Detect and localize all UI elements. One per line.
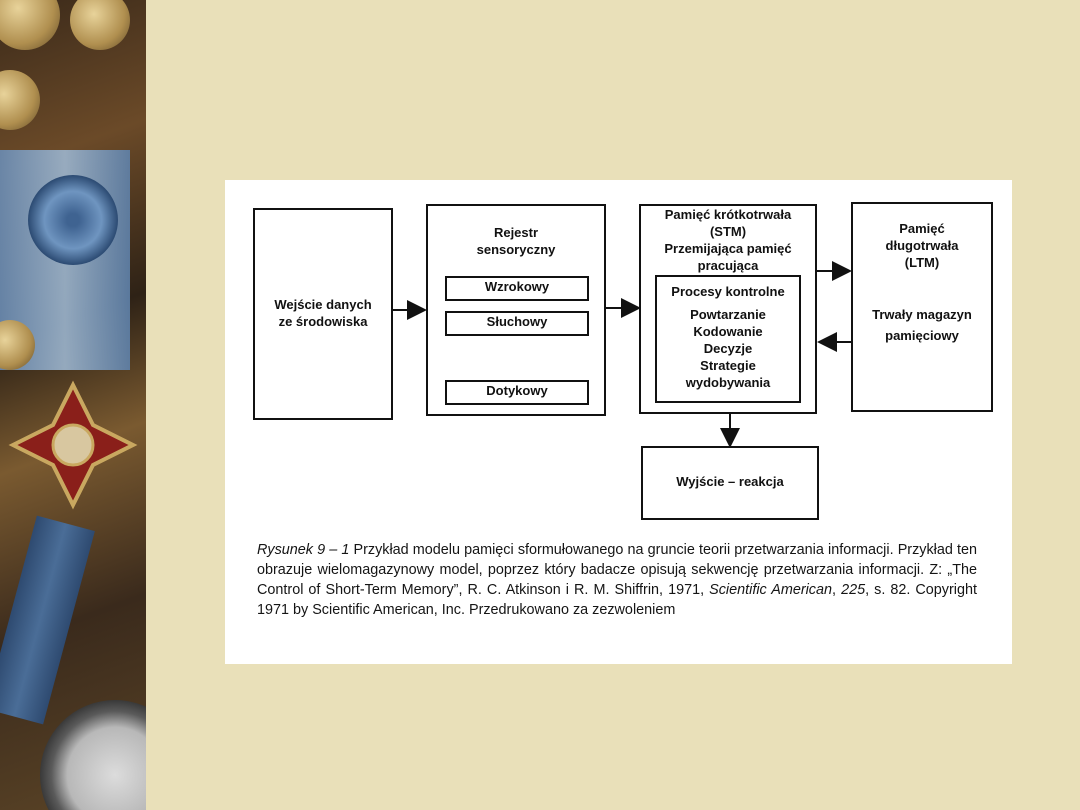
control-processes-title: Procesy kontrolne (671, 284, 785, 299)
input-box-line2: ze środowiska (278, 314, 368, 329)
figure-caption (257, 540, 977, 620)
sensory-register-title2: sensoryczny (476, 242, 556, 257)
output-box (641, 446, 819, 520)
caption-volume: 225 (841, 582, 866, 598)
control-item: Decyzje (703, 341, 753, 356)
ltm-title2: długotrwała (885, 238, 959, 253)
sensory-item-tactile: Dotykowy (445, 380, 589, 405)
control-processes-box (655, 275, 801, 403)
caption-sep: , (832, 582, 842, 598)
stm-title4: pracująca (697, 258, 759, 273)
sensory-item-auditory: Słuchowy (445, 311, 589, 336)
control-item: Powtarzanie (690, 307, 766, 322)
control-item: Kodowanie (693, 324, 763, 339)
sensory-item-visual: Wzrokowy (445, 276, 589, 301)
caption-journal: Scientific American (709, 582, 833, 598)
sensory-register-box (426, 204, 606, 416)
ltm-box (851, 202, 993, 412)
medal-rosette (28, 175, 118, 265)
stm-title2: (STM) (709, 224, 747, 239)
stm-title3: Przemijająca pamięć (664, 241, 792, 256)
input-box-line1: Wejście danych (274, 297, 372, 312)
compass-icon (40, 700, 146, 810)
control-item: Strategie (700, 358, 756, 373)
memory-model-figure (225, 180, 1012, 664)
sensory-register-title1: Rejestr (493, 225, 539, 240)
medal-cross-icon (8, 380, 138, 510)
caption-label: Rysunek 9 – 1 (257, 542, 350, 558)
ltm-title3: (LTM) (904, 255, 940, 270)
stm-title1: Pamięć krótkotrwała (664, 207, 792, 222)
ltm-title1: Pamięć (899, 221, 945, 236)
output-label: Wyjście – reakcja (676, 474, 784, 489)
ltm-desc1: Trwały magazyn (872, 307, 972, 322)
ltm-desc2: pamięciowy (885, 328, 959, 343)
decorative-side-photo (0, 0, 146, 810)
stm-box (639, 204, 817, 414)
caption-text1: Przykład modelu pamięci sformułowanego na gruncie teorii przetwarzania informacji. Przykład ten obrazuje wielomagazynowy model, poprzez który badacze opisują sekwencję przetwarzania informacji. Z: „The Control of Short-Term Memory”, R. C. Atkinson i R. M. Shiffrin, 1971, (257, 542, 977, 598)
input-box (253, 208, 393, 420)
caption-text2: , s. 82. Copyright 1971 by Scientific American, Inc. Przedrukowano za zezwoleniem (257, 582, 977, 618)
control-item: wydobywania (685, 375, 771, 390)
